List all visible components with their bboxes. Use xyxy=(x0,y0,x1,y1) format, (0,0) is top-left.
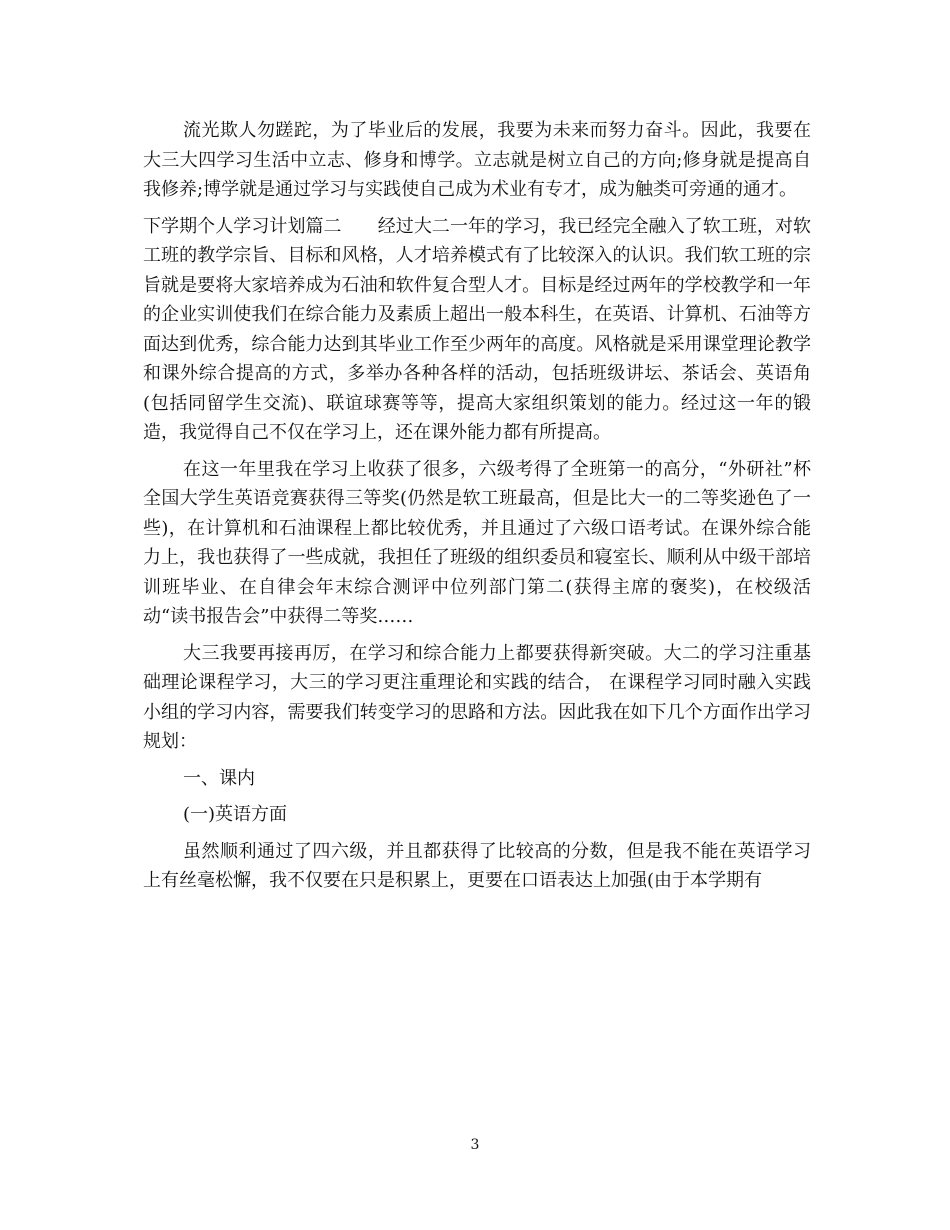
paragraph-6: (一)英语方面 xyxy=(183,804,288,825)
paragraph-1: 流光欺人勿蹉跎，为了毕业后的发展，我要为未来而努力奋斗。因此，我要在大三大四学习生活中立志、修身和博学。立志就是树立自己的方向;修身就是提高自我修养;博学就是通过学习与实践使自己成为术业有专才，成为触类可旁通的通才。 xyxy=(143,120,811,200)
document-body xyxy=(143,116,811,903)
paragraph-4: 大三我要再接再厉，在学习和综合能力上都要获得新突破。大二的学习注重基础理论课程学习，大三的学习更注重理论和实践的结合， 在课程学习同时融入实践小组的学习内容，需要我们转变学习的思路和方法。因此我在如下几个方面作出学习规划： xyxy=(143,642,811,752)
paragraph-3: 在这一年里我在学习上收获了很多，六级考得了全班第一的高分，“外研社”杯全国大学生英语竞赛获得三等奖(仍然是软工班最高，但是比大一的二等奖逊色了一些)，在计算机和石油课程上都比较优秀，并且通过了六级口语考试。在课外综合能力上，我也获得了一些成就，我担任了班级的组织委员和寝室长、顺利从中级干部培训班毕业、在自律会年末综合测评中位列部门第二(获得主席的褒奖)，在校级活动“读书报告会”中获得二等奖…… xyxy=(143,458,811,627)
paragraph-2: 下学期个人学习计划篇二 经过大二一年的学习，我已经完全融入了软工班，对软工班的教学宗旨、目标和风格，人才培养模式有了比较深入的认识。我们软工班的宗旨就是要将大家培养成为石油和软件复合型人才。目标是经过两年的学校教学和一年的企业实训使我们在综合能力及素质上超出一般本科生，在英语、计算机、石油等方面达到优秀，综合能力达到其毕业工作至少两年的高度。风格就是采用课堂理论教学和课外综合提高的方式，多举办各种各样的活动，包括班级讲坛、茶话会、英语角(包括同留学生交流)、联谊球赛等等，提高大家组织策划的能力。经过这一年的锻造，我觉得自己不仅在学习上，还在课外能力都有所提高。 xyxy=(143,215,811,443)
paragraph-7: 虽然顺利通过了四六级，并且都获得了比较高的分数，但是我不能在英语学习上有丝毫松懈，我不仅要在只是积累上，更要在口语表达上加强(由于本学期有 xyxy=(143,840,811,891)
page-number: 3 xyxy=(470,1137,480,1153)
paragraph-5: 一、课内 xyxy=(183,767,255,789)
